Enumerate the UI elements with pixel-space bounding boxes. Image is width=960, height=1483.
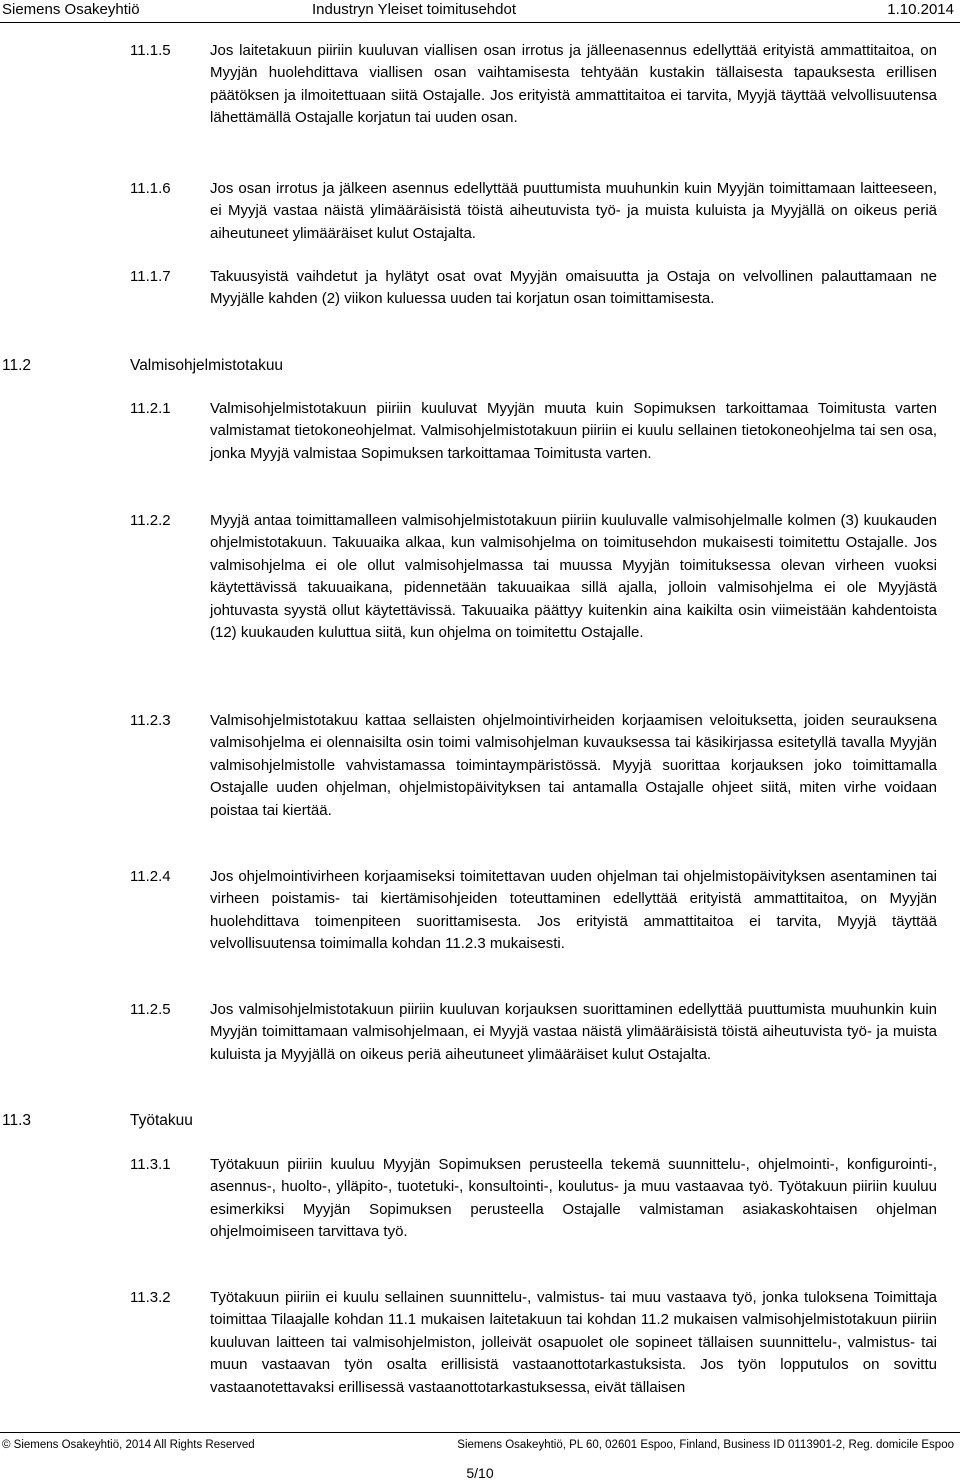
section-heading-11-2 <box>2 355 283 377</box>
clause-11-2-2 <box>130 510 937 644</box>
clause-11-2-3 <box>130 710 937 822</box>
section-heading-11-3 <box>2 1110 193 1132</box>
page-header <box>0 0 960 23</box>
section-number: 11.3 <box>2 1112 32 1129</box>
clause-number: 11.2.2 <box>130 512 171 529</box>
clause-11-3-2 <box>130 1287 937 1399</box>
clause-11-2-1 <box>130 398 937 465</box>
clause-text: Myyjä antaa toimittamalleen valmisohjelmistotakuun piiriin kuuluvalle valmisohjelmalle kolmen (3) kuukauden ohjelmistotakuun. Takuuaika alkaa, kun valmisohjelma on toimitusehdon mukaisesti toimitettu Ostajalle. Jos valmisohjelma ei ole ollut valmisohjelmassa tai muussa Myyjän toimituksessa olevan virheen vuoksi käytettävissä takuuaikana, pidennetään takuuaikaa sillä ajalla, jolloin valmisohjelma ei ole Myyjästä johtuvasta syystä ollut käytettävissä. Takuuaika päättyy kuitenkin aina kaikilta osin viimeistään kahdentoista (12) kuukauden kuluttua siitä, kun ohjelma on toimitettu Ostajalle. <box>210 512 937 642</box>
clause-text: Työtakuun piiriin kuuluu Myyjän Sopimuksen perusteella tekemä suunnittelu-, ohjelmointi-, konfigurointi-, asennus-, huolto-, ylläpito-, tuotetuki-, konsultointi-, koulutus- ja muu vastaavaa työ. Työtakuun piiriin kuuluu esimerkiksi Myyjän Sopimuksen perusteella Ostajalle valmistaman asiakaskohtaisen ohjelman ohjelmoimiseen tarvittava työ. <box>210 1156 937 1241</box>
clause-text: Takuusyistä vaihdetut ja hylätyt osat ovat Myyjän omaisuutta ja Ostaja on velvollinen palauttamaan ne Myyjälle kahden (2) viikon kuluessa uuden tai korjatun osan toimittamisesta. <box>210 268 937 308</box>
clause-number: 11.1.7 <box>130 268 171 285</box>
clause-text: Jos osan irrotus ja jälkeen asennus edellyttää puuttumista muuhunkin kuin Myyjän toimittamaan laitteeseen, ei Myyjä vastaa näistä ylimääräisistä töistä aiheutuvista työ- ja muista kuluista ja Myyjällä on oikeus periä aiheutuneet ylimääräiset kulut Ostajalta. <box>210 180 937 242</box>
clause-number: 11.3.2 <box>130 1289 171 1306</box>
clause-number: 11.3.1 <box>130 1156 171 1173</box>
clause-text: Työtakuun piiriin ei kuulu sellainen suunnittelu-, valmistus- tai muu vastaava työ, jonka tuloksena Toimittaja toimittaa Tilaajalle kohdan 11.1 mukaisen laitetakuun tai kohdan 11.2 mukaisen valmisohjelmistotakuun piiriin kuuluvan laitteen tai valmisohjelmiston, jolleivät osapuolet ole sopineet tällaisen suunnittelu-, valmistus- tai muun vastaavan työn osalta erillisistä vastaanottotarkastuksista. Jos työn lopputulos on sovittu vastaanotettavaksi erillisessä vastaanottotarkastuksessa, eivät tällaisen <box>210 1289 937 1396</box>
clause-11-1-7 <box>130 266 937 311</box>
header-title: Industryn Yleiset toimitusehdot <box>312 1 517 18</box>
page-number: 5/10 <box>466 1465 494 1481</box>
clause-text: Valmisohjelmistotakuu kattaa sellaisten ohjelmointivirheiden korjaamisen veloituksetta, joiden seurauksena valmisohjelma ei olennaisilta osin toimi valmisohjelman kuvauksessa tai käsikirjassa esitetyllä tavalla Myyjän valmisohjelmistolle vahvistamassa toimintaympäristössä. Myyjä suorittaa korjauksen joko toimittamalla Ostajalle uuden ohjelman, ohjelmistopäivityksen tai antamalla Ostajalle ohjeet siitä, miten virhe voidaan poistaa tai kiertää. <box>210 712 937 819</box>
header-company: Siemens Osakeyhtiö <box>2 1 140 18</box>
clause-11-3-1 <box>130 1154 937 1244</box>
footer-address: Siemens Osakeyhtiö, PL 60, 02601 Espoo, Finland, Business ID 0113901-2, Reg. domicile Espoo <box>457 1439 954 1451</box>
clause-number: 11.2.3 <box>130 712 171 729</box>
section-number: 11.2 <box>2 357 32 374</box>
clause-number: 11.1.5 <box>130 42 171 59</box>
section-title: Valmisohjelmistotakuu <box>130 357 284 374</box>
header-date: 1.10.2014 <box>887 1 954 18</box>
footer-copyright: © Siemens Osakeyhtiö, 2014 All Rights Reserved <box>2 1439 255 1451</box>
clause-number: 11.2.4 <box>130 868 171 885</box>
clause-text: Jos valmisohjelmistotakuun piiriin kuuluvan korjauksen suorittaminen edellyttää puuttumista muuhunkin kuin Myyjän toimittamaan valmisohjelmaan, ei Myyjä vastaa näistä ylimääräisistä töistä aiheutuvista työ- ja muista kuluista ja Myyjällä on oikeus periä aiheutuneet ylimääräiset kulut Ostajalta. <box>210 1001 937 1063</box>
page-footer <box>0 1432 960 1457</box>
clause-11-1-6 <box>130 178 937 245</box>
clause-11-1-5 <box>130 40 937 130</box>
clause-text: Jos ohjelmointivirheen korjaamiseksi toimitettavan uuden ohjelman tai ohjelmistopäivityksen asentaminen tai virheen poistamis- tai kiertämisohjeiden toteuttaminen edellyttää erityistä ammattitaitoa, on Myyjän huolehdittava toimenpiteen suorittamisesta. Jos erityistä ammattitaitoa ei tarvita, Myyjä täyttää velvollisuutensa toimimalla kohdan 11.2.3 mukaisesti. <box>210 868 937 953</box>
clause-text: Jos laitetakuun piiriin kuuluvan viallisen osan irrotus ja jälleenasennus edellyttää erityistä ammattitaitoa, on Myyjän huolehdittava viallisen osan vaihtamisesta tehtyään kustakin tällaisesta tapauksesta erillisen päätöksen ja ilmoitettuaan siitä Ostajalle. Jos erityistä ammattitaitoa ei tarvita, Myyjä täyttää velvollisuutensa lähettämällä Ostajalle korjatun tai uuden osan. <box>210 42 937 127</box>
clause-number: 11.2.1 <box>130 400 171 417</box>
clause-11-2-4 <box>130 866 937 956</box>
section-title: Työtakuu <box>130 1112 193 1129</box>
clause-number: 11.2.5 <box>130 1001 171 1018</box>
clause-number: 11.1.6 <box>130 180 171 197</box>
clause-text: Valmisohjelmistotakuun piiriin kuuluvat Myyjän muuta kuin Sopimuksen tarkoittamaa Toimitusta varten valmistamat tietokoneohjelmat. Valmisohjelmistotakuun piiriin ei kuulu sellainen tietokoneohjelma tai sen osa, jonka Myyjä valmistaa Sopimuksen tarkoittamaa Toimitusta varten. <box>210 400 937 462</box>
clause-11-2-5 <box>130 999 937 1066</box>
